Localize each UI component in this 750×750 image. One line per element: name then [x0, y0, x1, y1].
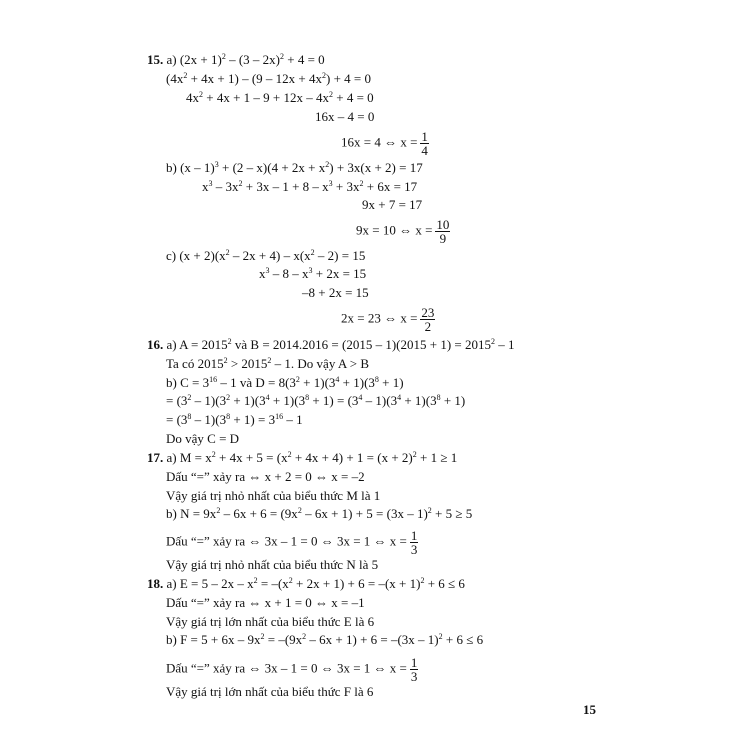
problem-17-line-1: 17. a) $M = x^2 + 4x + 5 = (x^2 + 4x + 4) + 1 = (x + 2)^2 + 1 \ge 1$ — [147, 450, 458, 465]
problem-17-line-6: Vậy giá trị nhỏ nhất của biểu thức N là 5 — [166, 557, 379, 572]
problem-16-line-1: 16. a) $A = 2015^2$ và $B = 2014.2016 = (2015 - 1)(2015 + 1) = 2015^2 - 1$ — [147, 337, 515, 352]
problem-15-line-1: 15. a) $(2x + 1)^2 - (3 - 2x)^2 + 4 = 0$ — [147, 52, 325, 67]
problem-16-line-6: Do vậy C = D — [166, 431, 240, 446]
problem-15-part-c-line-2: $x^3 - 8 - x^3 + 2x = 15$ — [259, 266, 367, 281]
page-number: 15 — [583, 702, 596, 717]
fraction: $\frac{1}{4}$ — [421, 129, 428, 158]
problem-16-line-3: b) $C = 3^{16} - 1$ và $D = 8(3^2 + 1)(3^4 + 1)(3^8 + 1)$ — [166, 375, 404, 390]
problem-18-line-3: Vậy giá trị lớn nhất của biểu thức E là 6 — [166, 614, 375, 629]
problem-15-part-c-line-1: c) $(x + 2)(x^2 - 2x + 4) - x(x^2 - 2) = 15$ — [166, 248, 366, 263]
problem-17-line-4: b) $N = 9x^2 - 6x + 6 = (9x^2 - 6x + 1) + 5 = (3x - 1)^2 + 5 \ge 5$ — [166, 506, 473, 521]
problem-15-line-3: $4x^2 + 4x + 1 - 9 + 12x - 4x^2 + 4 = 0$ — [186, 90, 374, 105]
problem-15-part-c-line-4: 2x = 23 ⇔ x = $\frac{23}{2}$ — [341, 305, 435, 334]
problem-15-part-c-line-3: –8 + 2x = 15 — [302, 285, 369, 300]
problem-15-line-5: 16x = 4 ⇔ x = $\frac{1}{4}$ — [341, 129, 428, 158]
problem-17-line-5: Dấu “=” xảy ra ⇔ 3x – 1 = 0 ⇔ 3x = 1 ⇔ x = $\frac{1}{3}$ — [166, 528, 418, 557]
problem-17-line-2: Dấu “=” xảy ra ⇔ x + 2 = 0 ⇔ x = –2 — [166, 469, 365, 484]
problem-18-line-2: Dấu “=” xảy ra ⇔ x + 1 = 0 ⇔ x = –1 — [166, 595, 365, 610]
problem-16-line-4: = $(3^2 - 1)(3^2 + 1)(3^4 + 1)(3^8 + 1) = (3^4 - 1)(3^4 + 1)(3^8 + 1)$ — [166, 393, 466, 408]
problem-15-part-b-line-3: 9x + 7 = 17 — [362, 197, 423, 212]
problem-18-line-5: Dấu “=” xảy ra ⇔ 3x – 1 = 0 ⇔ 3x = 1 ⇔ x = $\frac{1}{3}$ — [166, 655, 418, 684]
problem-15-line-4: 16x – 4 = 0 — [315, 109, 375, 124]
problem-17-line-3: Vậy giá trị nhỏ nhất của biểu thức M là 1 — [166, 488, 381, 503]
problem-16-line-5: = $(3^8 - 1)(3^8 + 1) = 3^{16} - 1$ — [166, 412, 303, 427]
fraction: $\frac{10}{9}$ — [436, 217, 450, 246]
problem-15-part-b-line-1: b) $(x - 1)^3 + (2 - x)(4 + 2x + x^2) + 3x(x + 2) = 17$ — [166, 160, 423, 175]
problem-number: 18. — [147, 576, 164, 591]
fraction: $\frac{23}{2}$ — [421, 305, 435, 334]
problem-number: 17. — [147, 450, 164, 465]
problem-18-line-4: b) $F = 5 + 6x - 9x^2 = -(9x^2 - 6x + 1) + 6 = -(3x - 1)^2 + 6 \le 6$ — [166, 632, 484, 647]
problem-15-part-b-line-4: 9x = 10 ⇔ x = $\frac{10}{9}$ — [356, 217, 450, 246]
problem-15-part-b-line-2: $x^3 - 3x^2 + 3x - 1 + 8 - x^3 + 3x^2 + 6x = 17$ — [202, 179, 418, 194]
problem-number: 15. — [147, 52, 164, 67]
problem-number: 16. — [147, 337, 164, 352]
problem-16-line-2: Ta có $2015^2 > 2015^2 - 1$. Do vậy A > B — [166, 356, 370, 371]
fraction: $\frac{1}{3}$ — [410, 528, 418, 557]
fraction: $\frac{1}{3}$ — [410, 655, 418, 684]
problem-18-line-6: Vậy giá trị lớn nhất của biểu thức F là 6 — [166, 684, 374, 699]
problem-18-line-1: 18. a) $E = 5 - 2x - x^2 = -(x^2 + 2x + 1) + 6 = -(x + 1)^2 + 6 \le 6$ — [147, 576, 465, 591]
problem-15-line-2: $(4x^2 + 4x + 1) - (9 - 12x + 4x^2) + 4 = 0$ — [166, 71, 371, 86]
